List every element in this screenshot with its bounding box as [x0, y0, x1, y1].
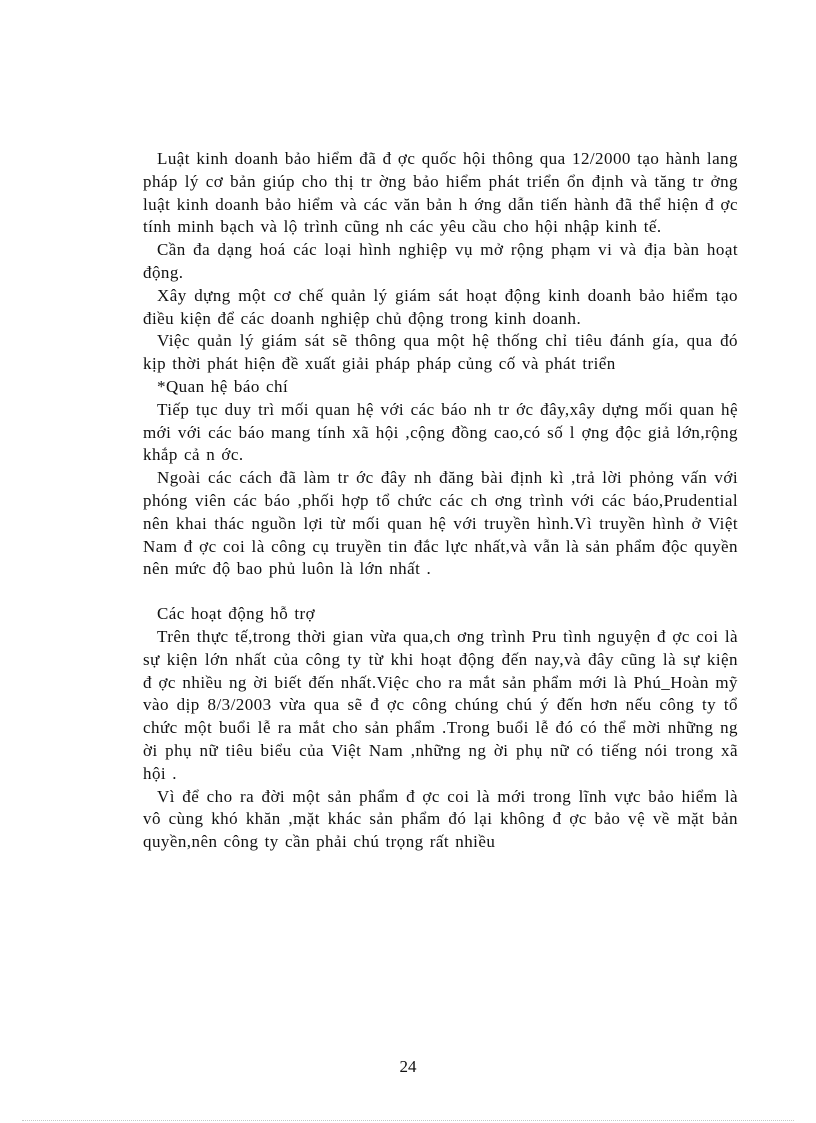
page-number: 24: [399, 1057, 417, 1076]
paragraph-indicator-system: Việc quản lý giám sát sẽ thông qua một hệ thống chỉ tiêu đánh gía, qua đó kịp thời phát hiện đề xuất giải pháp pháp củng cố và phát triển: [143, 331, 738, 374]
paragraph-television: Ngoài các cách đã làm tr ớc đây nh đăng bài định kì ,trả lời phỏng vấn với phóng viên các báo ,phối hợp tổ chức các ch ơng trình với các báo,Prudential nên khai thác nguồn lợi từ mối quan hệ với truyền hình.Vì truyền hình ở Việt Nam đ ợc coi là công cụ truyền tin đắc lực nhất,và vẫn là sản phẩm độc quyền nên mức độ bao phủ luôn là lớn nhất .: [143, 468, 738, 579]
heading-press-relations: *Quan hệ báo chí: [157, 376, 289, 396]
body-text: [143, 148, 738, 854]
paragraph-insurance-law: Luật kinh doanh bảo hiểm đã đ ợc quốc hội thông qua 12/2000 tạo hành lang pháp lý cơ bản giúp cho thị tr ờng bảo hiểm phát triển ổn định và tăng tr ởng luật kinh doanh bảo hiểm và các văn bản h ớng dẫn tiến hành đã thể hiện đ ợc tính minh bạch và lộ trình cũng nh các yêu cầu cho hội nhập kinh tế.: [143, 149, 738, 237]
paragraph-new-product: Vì để cho ra đời một sản phẩm đ ợc coi là mới trong lĩnh vực bảo hiểm là vô cùng khó khăn ,mặt khác sản phẩm đó lại không đ ợc bảo vệ về mặt bản quyền,nên công ty cần phải chú trọng rất nhiều: [143, 786, 738, 852]
page-bottom-divider: [22, 1120, 794, 1121]
paragraph-diversify: Cần đa dạng hoá các loại hình nghiệp vụ mở rộng phạm vi và địa bàn hoạt động.: [143, 240, 738, 282]
paragraph-pru-volunteer: Trên thực tế,trong thời gian vừa qua,ch ơng trình Pru tình nguyện đ ợc coi là sự kiện lớn nhất của công ty từ khi hoạt động đến nay,và đây cũng là sự kiện đ ợc nhiều ng ời biết đến nhất.Việc cho ra mắt sản phẩm mới là Phú_Hoàn mỹ vào dịp 8/3/2003 vừa qua sẽ đ ợc công chúng chú ý đến hơn nếu công ty tổ chức một buổi lễ ra mắt cho sản phẩm .Trong buổi lễ đó có thể mời những ng ời phụ nữ tiêu biểu của Việt Nam ,những ng ời phụ nữ có tiếng nói trong xã hội .: [143, 626, 738, 783]
paragraph-gap: [143, 581, 738, 603]
paragraph-press-continue: Tiếp tục duy trì mối quan hệ với các báo nh tr ớc đây,xây dựng mối quan hệ mới với các báo mang tính xã hội ,cộng đồng cao,có số l ợng độc giả lớn,rộng khắp cả n ớc.: [143, 399, 738, 465]
heading-support-activities: Các hoạt động hỗ trợ: [157, 604, 316, 624]
paragraph-supervision-mechanism: Xây dựng một cơ chế quản lý giám sát hoạt động kinh doanh bảo hiểm tạo điều kiện để các doanh nghiệp chủ động trong kinh doanh.: [143, 285, 738, 328]
